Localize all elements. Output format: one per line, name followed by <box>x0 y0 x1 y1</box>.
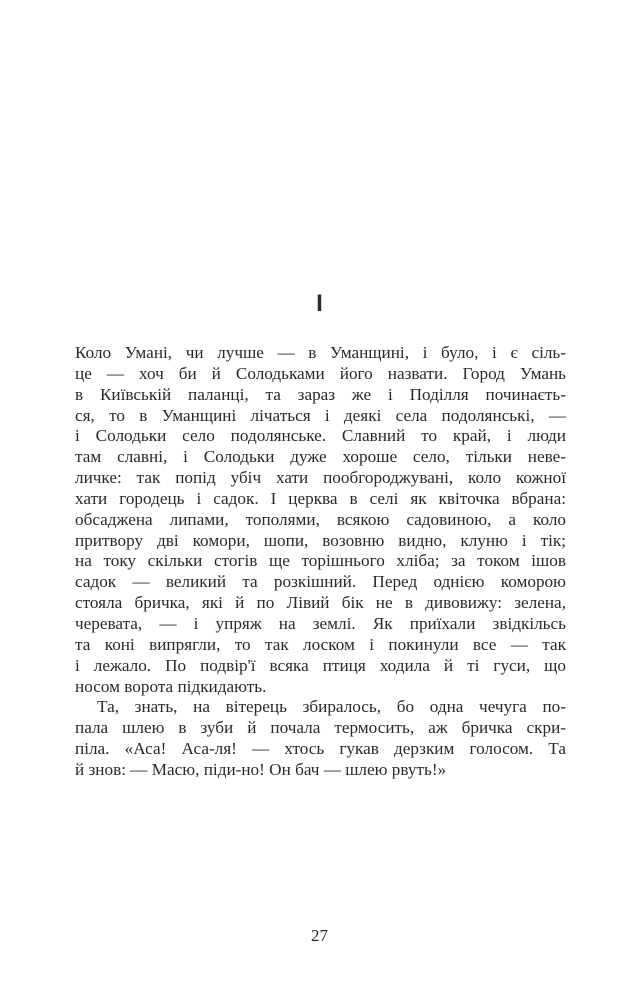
chapter-heading: І <box>316 290 323 317</box>
text-line: і Солодьки село подолянське. Славний то край, і люди <box>75 426 566 446</box>
paragraph-2 <box>75 697 566 780</box>
text-line: стояла бричка, які й по Лівий бік не в дивовижу: зелена, <box>75 593 566 613</box>
text-line: піла. «Аса! Аса-ля! — хтось гукав дерзким голосом. Та <box>75 739 566 759</box>
page-number: 27 <box>311 926 328 945</box>
text-line: садок — великий та розкішний. Перед однією коморою <box>75 572 566 592</box>
text-line: в Київській паланці, та зараз же і Поділля починаєть- <box>75 384 566 404</box>
text-line: притвору дві комори, шопи, возовню видно, клуню і тік; <box>75 530 566 550</box>
text-line: це — хоч би й Солодьками його назвати. Город Умань <box>75 363 566 383</box>
text-line: обсаджена липами, тополями, всякою садовиною, а коло <box>75 509 566 529</box>
text-line: і лежало. По подвір'ї всяка птиця ходила й ті гуси, що <box>75 655 566 675</box>
text-line: та коні випрягли, то так лоском і покинули все — так <box>75 634 566 654</box>
text-line: хати городець і садок. І церква в селі як квіточка вбрана: <box>75 488 566 508</box>
text-line: носом ворота підкидають. <box>75 676 267 696</box>
text-line: пала шлею в зуби й почала термосить, аж бричка скри- <box>75 718 566 738</box>
text-line: Коло Умані, чи лучше — в Уманщині, і було, і є сіль- <box>75 343 566 362</box>
text-line: Та, знать, на вітерець збиралось, бо одна чечуга по- <box>97 697 566 717</box>
text-line: личке: так попід убіч хати пообгороджувані, коло кожної <box>75 468 566 488</box>
text-line: ся, то в Уманщині лічаться і деякі села подолянські, — <box>75 405 566 425</box>
text-line: на току скільки стогів ще торішнього хліба; за током ішов <box>75 551 566 571</box>
paragraph-1 <box>75 343 566 697</box>
text-line: там славні, і Солодьки дуже хороше село, тільки неве- <box>75 447 566 467</box>
text-line: й знов: — Масю, піди-но! Он бач — шлею рвуть!» <box>75 759 447 779</box>
text-line: черевата, — і упряж на землі. Як приїхали звідкільсь <box>75 613 566 633</box>
body-text <box>75 343 566 781</box>
